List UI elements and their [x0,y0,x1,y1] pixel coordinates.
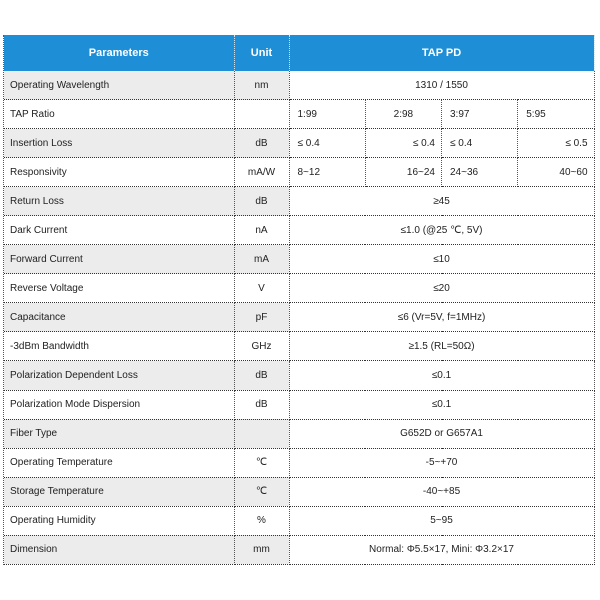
table-row [4,303,594,332]
param-value: ≤1.0 (@25 ℃, 5V) [289,216,594,245]
param-unit: mA [234,245,289,274]
param-name: Storage Temperature [4,477,234,506]
param-unit: % [234,506,289,535]
param-unit: GHz [234,332,289,361]
param-name: Return Loss [4,187,234,216]
param-name: Polarization Mode Dispersion [4,390,234,419]
header-parameters: Parameters [4,35,234,71]
param-name: Responsivity [4,158,234,187]
param-name: Polarization Dependent Loss [4,361,234,390]
table-header-row [4,35,594,71]
table-row [4,419,594,448]
param-unit: ℃ [234,477,289,506]
param-value: ≤ 0.5 [518,129,594,158]
table-row [4,448,594,477]
param-value: 8~12 [289,158,365,187]
param-name: Dimension [4,535,234,564]
table-row [4,477,594,506]
table-row [4,245,594,274]
param-value: -40~+85 [289,477,594,506]
param-unit: mm [234,535,289,564]
spec-table [4,35,595,565]
param-value: 5:95 [518,100,594,129]
param-value: 1:99 [289,100,365,129]
param-value: 24~36 [442,158,518,187]
table-row [4,158,594,187]
param-value: Normal: Φ5.5×17, Mini: Φ3.2×17 [289,535,594,564]
param-name: TAP Ratio [4,100,234,129]
table-row [4,506,594,535]
table-row [4,332,594,361]
param-unit: V [234,274,289,303]
param-unit: ℃ [234,448,289,477]
table-row [4,129,594,158]
table-row [4,216,594,245]
param-value: ≤ 0.4 [289,129,365,158]
param-unit: pF [234,303,289,332]
param-unit: mA/W [234,158,289,187]
param-unit: dB [234,390,289,419]
param-unit [234,100,289,129]
param-name: Reverse Voltage [4,274,234,303]
param-value: 3:97 [442,100,518,129]
param-name: -3dBm Bandwidth [4,332,234,361]
param-value: 40~60 [518,158,594,187]
param-value: ≥1.5 (RL=50Ω) [289,332,594,361]
table-row [4,390,594,419]
param-value: ≤0.1 [289,390,594,419]
table-row [4,274,594,303]
param-value: ≤6 (Vr=5V, f=1MHz) [289,303,594,332]
table-row [4,71,594,100]
param-name: Operating Humidity [4,506,234,535]
header-unit: Unit [234,35,289,71]
param-name: Insertion Loss [4,129,234,158]
param-value: 1310 / 1550 [289,71,594,100]
param-name: Operating Temperature [4,448,234,477]
header-product: TAP PD [289,35,594,71]
param-unit: nA [234,216,289,245]
param-value: ≤10 [289,245,594,274]
param-value: ≤0.1 [289,361,594,390]
param-unit: dB [234,187,289,216]
param-name: Fiber Type [4,419,234,448]
table-row [4,535,594,564]
param-value: 5~95 [289,506,594,535]
param-name: Forward Current [4,245,234,274]
table-row [4,187,594,216]
param-name: Operating Wavelength [4,71,234,100]
param-value: ≤ 0.4 [442,129,518,158]
param-value: G652D or G657A1 [289,419,594,448]
spec-table-container [3,35,594,565]
table-row [4,361,594,390]
param-value: ≤ 0.4 [365,129,441,158]
param-name: Capacitance [4,303,234,332]
param-unit: dB [234,361,289,390]
param-unit [234,419,289,448]
table-row [4,100,594,129]
param-unit: dB [234,129,289,158]
param-name: Dark Current [4,216,234,245]
param-value: 2:98 [365,100,441,129]
param-unit: nm [234,71,289,100]
param-value: ≥45 [289,187,594,216]
param-value: 16~24 [365,158,441,187]
param-value: ≤20 [289,274,594,303]
param-value: -5~+70 [289,448,594,477]
